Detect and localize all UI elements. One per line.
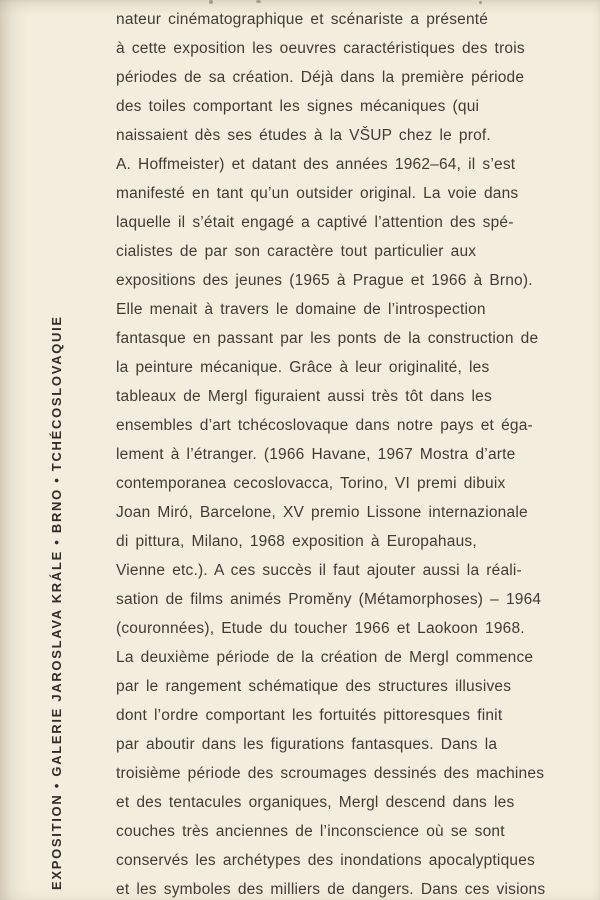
text-line: lement à l’étranger. (1966 Havane, 1967 Mostra d’arte xyxy=(116,446,516,463)
text-line: Joan Miró, Barcelone, XV premio Lissone internazionale xyxy=(116,504,528,521)
text-line: troisième période des scroumages dessinés des machines xyxy=(116,765,545,782)
text-line: La deuxième période de la création de Mergl commence xyxy=(116,649,534,666)
text-line: nateur cinématographique et scénariste a présenté xyxy=(116,11,489,28)
cropped-line-ink-fragment xyxy=(209,0,213,4)
text-line: (couronnées), Etude du toucher 1966 et Laokoon 1968. xyxy=(116,620,525,637)
text-line: sation de films animés Proměny (Métamorphoses) – 1964 xyxy=(116,591,542,608)
text-line: fantasque en passant par les ponts de la construction de xyxy=(116,330,539,347)
text-line: et des tentacules organiques, Mergl descend dans les xyxy=(116,794,515,811)
text-line: par aboutir dans les figurations fantasques. Dans la xyxy=(116,736,498,753)
text-line: dont l’ordre comportant les fortuités pittoresques finit xyxy=(116,707,503,724)
vertical-exhibition-title: EXPOSITION • GALERIE JAROSLAVA KRÁLE • BRNO • TCHÉCOSLOVAQUIE xyxy=(49,315,64,890)
text-line: naissaient dès ses études à la VŠUP chez le prof. xyxy=(116,127,491,144)
text-line: manifesté en tant qu’un outsider original. La voie dans xyxy=(116,185,519,202)
text-line: ensembles d’art tchécoslovaque dans notre pays et éga- xyxy=(116,417,533,434)
text-line: tableaux de Mergl figuraient aussi très tôt dans les xyxy=(116,388,492,405)
text-line: couches très anciennes de l’inconscience où se sont xyxy=(116,823,505,840)
text-line: périodes de sa création. Déjà dans la première période xyxy=(116,69,525,86)
text-line: conservés les archétypes des inondations apocalyptiques xyxy=(116,852,535,869)
text-line: la peinture mécanique. Grâce à leur originalité, les xyxy=(116,359,490,376)
text-line: cialistes de par son caractère tout particulier aux xyxy=(116,243,477,260)
text-line: Vienne etc.). A ces succès il faut ajouter aussi la réali- xyxy=(116,562,522,579)
text-line: A. Hoffmeister) et datant des années 1962–64, il s’est xyxy=(116,156,516,173)
text-line: et les symboles des milliers de dangers. Dans ces visions xyxy=(116,881,546,898)
body-text-block xyxy=(116,5,586,900)
cropped-line-ink-fragment xyxy=(479,1,482,4)
text-line: par le rangement schématique des structures illusives xyxy=(116,678,512,695)
text-line: Elle menait à travers le domaine de l’introspection xyxy=(116,301,486,318)
text-line: di pittura, Milano, 1968 exposition à Europahaus, xyxy=(116,533,477,550)
text-line: expositions des jeunes (1965 à Prague et 1966 à Brno). xyxy=(116,272,533,289)
cropped-line-ink-fragment xyxy=(256,0,261,3)
text-line: contemporanea cecoslovacca, Torino, VI premi dibuix xyxy=(116,475,506,492)
text-line: laquelle il s’était engagé a captivé l’attention des spé- xyxy=(116,214,514,231)
text-line: des toiles comportant les signes mécaniques (qui xyxy=(116,98,480,115)
text-line: à cette exposition les oeuvres caractéristiques des trois xyxy=(116,40,525,57)
